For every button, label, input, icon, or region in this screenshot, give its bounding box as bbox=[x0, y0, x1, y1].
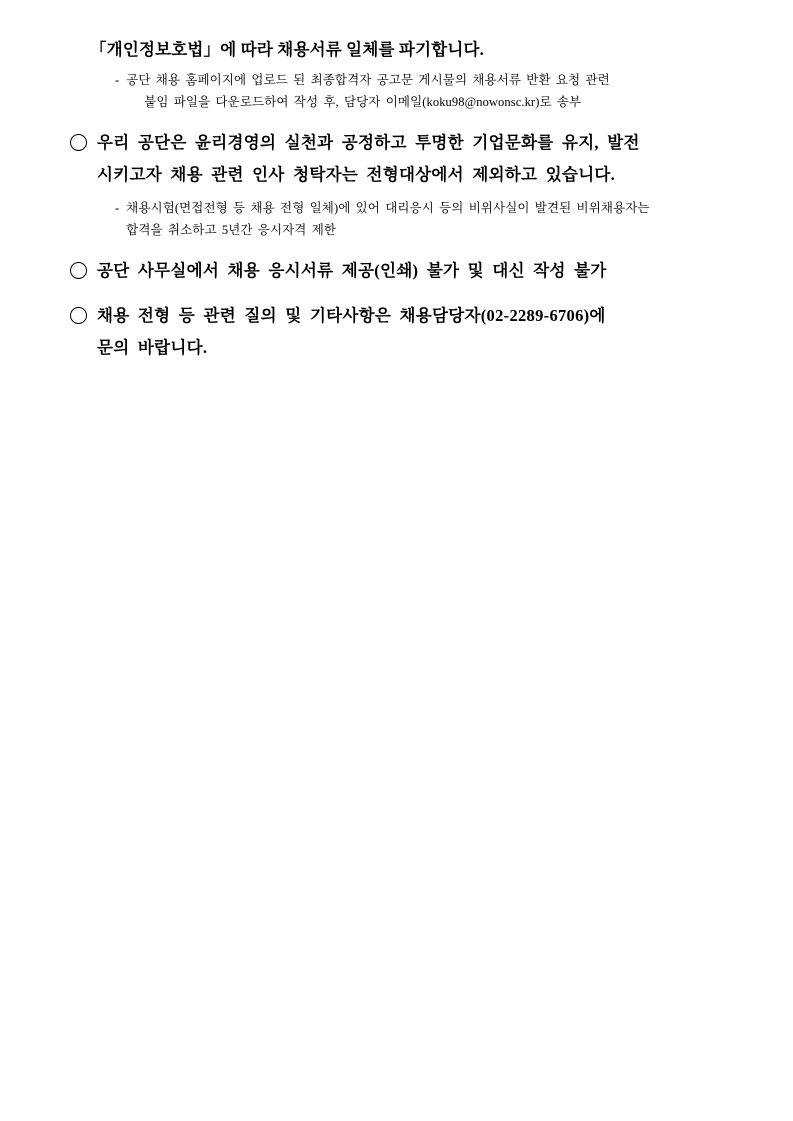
circle-bullet-icon bbox=[70, 307, 87, 324]
lead-paragraph: 「개인정보호법」에 따라 채용서류 일체를 파기합니다. bbox=[90, 40, 484, 59]
sub-item-line-2: 합격을 취소하고 5년간 응시자격 제한 bbox=[126, 222, 337, 237]
dash-marker-icon: - bbox=[115, 72, 120, 87]
sub-item-text bbox=[126, 70, 610, 114]
bullet-item-no-printing bbox=[70, 255, 723, 287]
circle-bullet-icon bbox=[70, 262, 87, 279]
bullet-line-2: 시키고자 채용 관련 인사 청탁자는 전형대상에서 제외하고 있습니다. bbox=[97, 164, 616, 184]
bullet-text bbox=[97, 300, 606, 364]
bullet-line-1: 우리 공단은 윤리경영의 실천과 공정하고 투명한 기업문화를 유지, 발전 bbox=[97, 132, 640, 152]
sub-item-misconduct bbox=[115, 198, 723, 242]
sub-item-privacy-return bbox=[115, 70, 723, 114]
bullet-item-ethics bbox=[70, 127, 723, 191]
sub-item-line-1: 공단 채용 홈페이지에 업로드 된 최종합격자 공고문 게시물의 채용서류 반환 요청 관련 bbox=[126, 72, 610, 87]
sub-item-text bbox=[126, 198, 649, 242]
bullet-line-1: 공단 사무실에서 채용 응시서류 제공(인쇄) 불가 및 대신 작성 불가 bbox=[97, 260, 607, 280]
bullet-line-2: 문의 바랍니다. bbox=[97, 337, 208, 357]
bullet-item-contact bbox=[70, 300, 723, 364]
circle-bullet-icon bbox=[70, 134, 87, 151]
bullet-text bbox=[97, 255, 607, 287]
bullet-text bbox=[97, 127, 640, 191]
bullet-line-1: 채용 전형 등 관련 질의 및 기타사항은 채용담당자(02-2289-6706)에 bbox=[97, 305, 606, 325]
sub-item-line-1: 채용시험(면접전형 등 채용 전형 일체)에 있어 대리응시 등의 비위사실이 발견된 비위채용자는 bbox=[126, 200, 650, 215]
dash-marker-icon: - bbox=[115, 200, 120, 215]
sub-item-line-2: 붙임 파일을 다운로드하여 작성 후, 담당자 이메일(koku98@nowonsc.kr)로 송부 bbox=[144, 94, 582, 109]
